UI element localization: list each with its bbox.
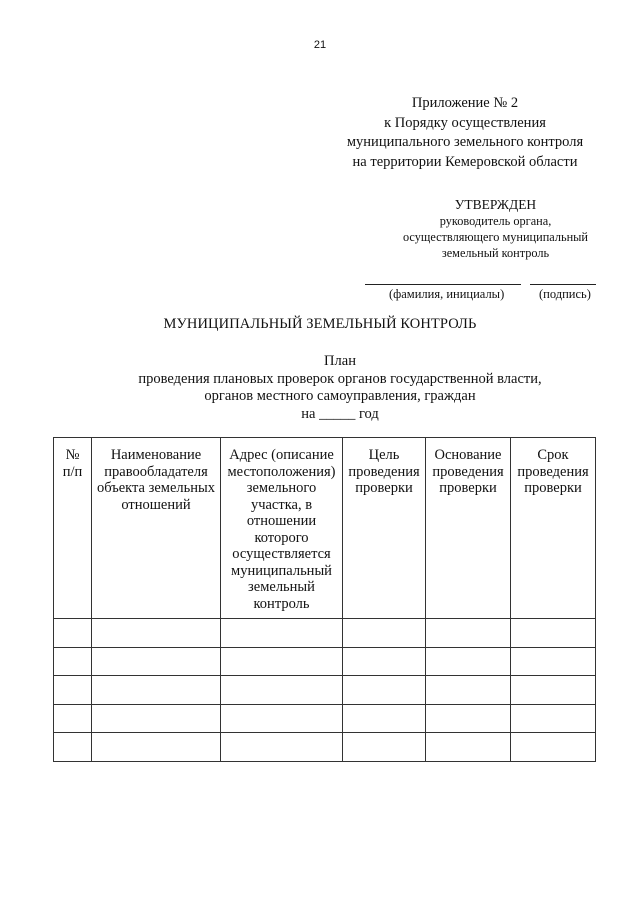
table-cell[interactable] — [343, 647, 426, 676]
approval-heading: УТВЕРЖДЕН — [454, 197, 537, 212]
table-row — [54, 704, 596, 733]
name-signature-line — [365, 284, 521, 285]
table-cell[interactable] — [343, 733, 426, 762]
approval-line: осуществляющего муниципальный — [402, 230, 589, 244]
annex-line: муниципального земельного контроля — [346, 134, 584, 150]
header-owner-name: Наименование правообладателя объекта земельных отношений — [92, 438, 221, 619]
table-cell[interactable] — [511, 647, 596, 676]
header-number: № п/п — [54, 438, 92, 619]
table-cell[interactable] — [221, 619, 343, 648]
table-cell[interactable] — [343, 704, 426, 733]
table-cell[interactable] — [221, 676, 343, 705]
signature-label: (подпись) — [539, 287, 591, 301]
approval-line: руководитель органа, — [439, 214, 552, 228]
plan-line: проведения плановых проверок органов государственной власти, — [138, 370, 542, 387]
table-cell[interactable] — [54, 733, 92, 762]
header-purpose: Цель проведения проверки — [343, 438, 426, 619]
approval-block — [393, 196, 598, 261]
table-row — [54, 647, 596, 676]
table-cell[interactable] — [343, 676, 426, 705]
table-cell[interactable] — [54, 619, 92, 648]
plan-heading — [100, 353, 580, 423]
page-number: 21 — [313, 39, 327, 51]
table-cell[interactable] — [92, 704, 221, 733]
table-cell[interactable] — [92, 647, 221, 676]
header-basis: Основание проведения проверки — [426, 438, 511, 619]
table-cell[interactable] — [54, 704, 92, 733]
table-cell[interactable] — [511, 619, 596, 648]
control-title: МУНИЦИПАЛЬНЫЙ ЗЕМЕЛЬНЫЙ КОНТРОЛЬ — [163, 316, 477, 332]
table-header-row — [54, 438, 596, 619]
header-address: Адрес (описание местоположения) земельного участка, в отношении которого осуществляется муниципальный земельный контроль — [221, 438, 343, 619]
table-row — [54, 733, 596, 762]
annex-line: к Порядку осуществления — [384, 114, 546, 131]
plan-table — [53, 437, 596, 762]
annex-line: на территории Кемеровской области — [352, 153, 578, 170]
table-cell[interactable] — [221, 704, 343, 733]
table-cell[interactable] — [426, 676, 511, 705]
table-body — [54, 619, 596, 762]
plan-line: на _____ год — [301, 405, 379, 422]
signature-line — [530, 284, 596, 285]
header-deadline: Срок проведения проверки — [511, 438, 596, 619]
approval-line: земельный контроль — [441, 246, 550, 260]
annex-line: Приложение № 2 — [411, 95, 519, 111]
table-cell[interactable] — [92, 619, 221, 648]
table-cell[interactable] — [54, 647, 92, 676]
annex-header — [330, 94, 600, 172]
table-cell[interactable] — [511, 733, 596, 762]
table-cell[interactable] — [92, 676, 221, 705]
table-cell[interactable] — [343, 619, 426, 648]
table-cell[interactable] — [426, 733, 511, 762]
plan-title: План — [324, 353, 356, 369]
table-cell[interactable] — [511, 704, 596, 733]
table-cell[interactable] — [54, 676, 92, 705]
table-row — [54, 619, 596, 648]
table-cell[interactable] — [92, 733, 221, 762]
table-row — [54, 676, 596, 705]
table-cell[interactable] — [221, 647, 343, 676]
table-cell[interactable] — [511, 676, 596, 705]
plan-line: органов местного самоуправления, граждан — [204, 388, 476, 404]
name-label: (фамилия, инициалы) — [389, 287, 505, 301]
table-cell[interactable] — [426, 619, 511, 648]
table-cell[interactable] — [426, 704, 511, 733]
table-cell[interactable] — [221, 733, 343, 762]
table-cell[interactable] — [426, 647, 511, 676]
